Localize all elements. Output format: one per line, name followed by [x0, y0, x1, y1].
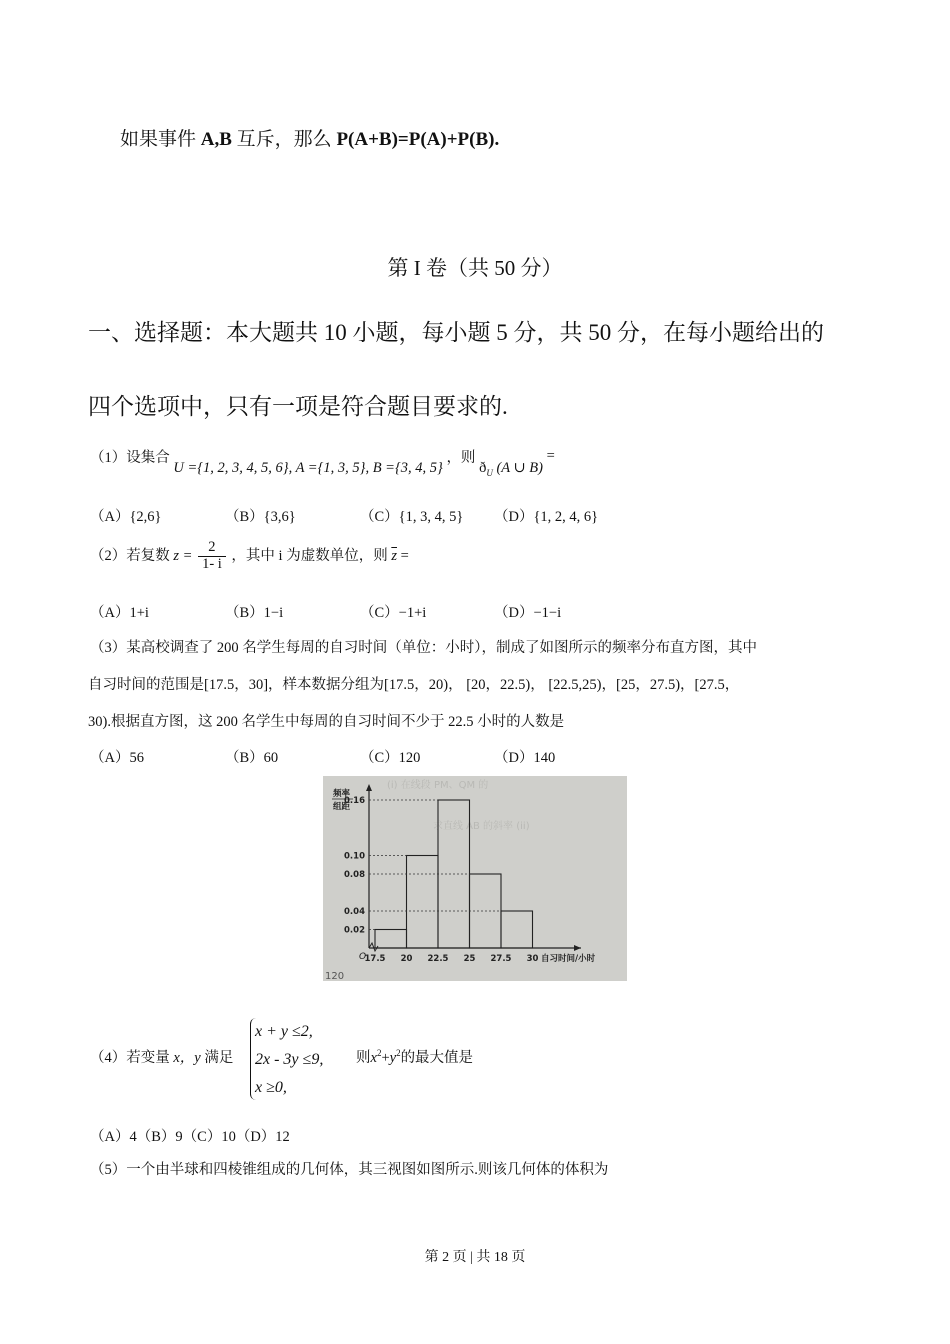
q2-option-c: （C）−1+i	[360, 605, 427, 621]
section-heading-line2: 四个选项中，只有一项是符合题目要求的.	[88, 394, 508, 419]
constraint-3: x ≥0,	[255, 1079, 287, 1096]
q3-option-c: （C）120	[360, 750, 421, 766]
q4-then: 则	[356, 1050, 371, 1066]
constraint-1: x + y ≤2,	[255, 1023, 313, 1040]
formula-middle: 互斥，那么	[236, 129, 332, 150]
q1-complement-sub: U	[486, 467, 493, 478]
q3-option-b: （B）60	[225, 750, 279, 766]
constraint-system	[255, 1018, 323, 1102]
x-tick-label: 22.5	[427, 954, 449, 964]
question-2-stem	[90, 540, 409, 573]
histogram-bar	[407, 856, 439, 949]
q1-option-a: （A）{2,6}	[90, 509, 162, 525]
y-tick-label: 0.10	[344, 851, 365, 862]
section-heading-line1: 一、选择题：本大题共 10 小题，每小题 5 分，共 50 分，在每小题给出的	[88, 320, 824, 345]
question-1-stem	[90, 446, 555, 478]
y-tick-label: 0.08	[344, 870, 365, 880]
q4-prefix: （4）若变量	[90, 1050, 170, 1066]
q3-line3: 30).根据直方图，这 200 名学生中每周的自习时间不少于 22.5 小时的人数是	[88, 714, 565, 730]
q1-option-d: （D）{1, 2, 4, 6}	[494, 509, 599, 525]
q3-option-a: （A）56	[90, 750, 144, 766]
q4-expr-x: x	[370, 1050, 377, 1066]
q2-eq: =	[400, 547, 409, 564]
bleed-text-mid: 求直线 AB 的斜率 (ii)	[433, 821, 530, 832]
y-tick-label: 0.02	[344, 925, 365, 936]
q4-options: （A）4（B）9（C）10（D）12	[90, 1129, 290, 1145]
y-label-bottom: 组距	[333, 802, 351, 812]
x-tick-label: 17.5	[364, 954, 386, 964]
bleed-text-bottom: 120	[325, 971, 345, 981]
y-label-top: 频率	[333, 789, 351, 799]
q4-mid: 满足	[204, 1050, 234, 1066]
x-tick-label: 30	[526, 954, 539, 964]
q4-sq-y: 2	[396, 1048, 401, 1059]
histogram-bar	[375, 930, 407, 949]
y-axis-arrow	[366, 784, 372, 791]
formula-equation: P(A+B)=P(A)+P(B).	[336, 129, 500, 150]
q4-vars: x，y	[173, 1050, 201, 1066]
y-tick-label: 0.16	[344, 796, 365, 806]
question-5-stem: （5）一个由半球和四棱锥组成的几何体，其三视图如图所示.则该几何体的体积为	[90, 1162, 609, 1178]
q2-mid: ，其中 i 为虚数单位，则	[231, 547, 388, 564]
x-axis-label: 自习时间/小时	[541, 954, 596, 964]
q1-option-b: （B）{3,6}	[225, 509, 296, 525]
page-footer: 第 2 页 | 共 18 页	[424, 1250, 526, 1265]
q3-line2: 自习时间的范围是[17.5，30]，样本数据分组为[17.5，20)， [20，22.5)， [22.5,25)，[25，27.5)，[27.5，	[88, 677, 740, 693]
q4-expr-plus: +	[381, 1050, 390, 1066]
q4-tail	[356, 1046, 473, 1067]
x-tick-label: 25	[463, 954, 476, 964]
histogram-figure	[323, 776, 627, 981]
formula-events: A,B	[200, 129, 232, 150]
q2-option-d: （D）−1−i	[494, 605, 562, 621]
q2-prefix: （2）若复数	[90, 547, 170, 564]
histogram-bar	[501, 911, 533, 948]
constraint-2: 2x - 3y ≤9,	[255, 1051, 324, 1068]
origin-label: O	[359, 952, 367, 962]
question-4-stem	[90, 1046, 233, 1067]
probability-formula-line	[120, 124, 499, 151]
q2-denominator: 1- i	[202, 555, 222, 572]
q2-zbar: $\overline{z}$	[391, 547, 397, 564]
volume-title: 第 I 卷（共 50 分）	[387, 256, 563, 280]
q4-expr-y: y	[389, 1050, 397, 1066]
x-tick-label: 27.5	[490, 954, 512, 964]
q1-union: (A ∪ B)	[496, 460, 543, 476]
q4-stem-tail: 的最大值是	[400, 1050, 474, 1066]
q2-option-a: （A）1+i	[90, 605, 149, 621]
q1-eq: =	[546, 448, 555, 464]
x-axis-arrow	[574, 945, 581, 951]
q2-numerator: 2	[198, 540, 226, 557]
q2-fraction	[198, 540, 226, 573]
q3-line1: （3）某高校调查了 200 名学生每周的自习时间（单位：小时），制成了如图所示的频率分布直方图，其中	[90, 640, 757, 656]
y-tick-label: 0.04	[344, 907, 365, 917]
formula-prefix: 如果事件	[120, 129, 197, 150]
q1-set-math: U ={1, 2, 3, 4, 5, 6}, A ={1, 3, 5}, B ={3, 4, 5}	[173, 460, 443, 476]
bleed-text-top: (i) 在线段 PM、QM 的	[387, 780, 489, 791]
q1-prefix: （1）设集合	[90, 450, 170, 466]
histogram-svg	[323, 776, 627, 981]
q2-z-eq: z =	[173, 547, 193, 564]
x-tick-label: 20	[400, 954, 413, 964]
q1-complement-symbol: ð	[479, 460, 487, 476]
q4-sq-x: 2	[376, 1048, 382, 1059]
q1-option-c: （C）{1, 3, 4, 5}	[360, 509, 464, 525]
q1-then: ，则	[446, 450, 476, 466]
q3-option-d: （D）140	[494, 750, 556, 766]
axis-break-mark	[369, 943, 378, 951]
q1-complement	[479, 460, 547, 476]
q2-option-b: （B）1−i	[225, 605, 284, 621]
